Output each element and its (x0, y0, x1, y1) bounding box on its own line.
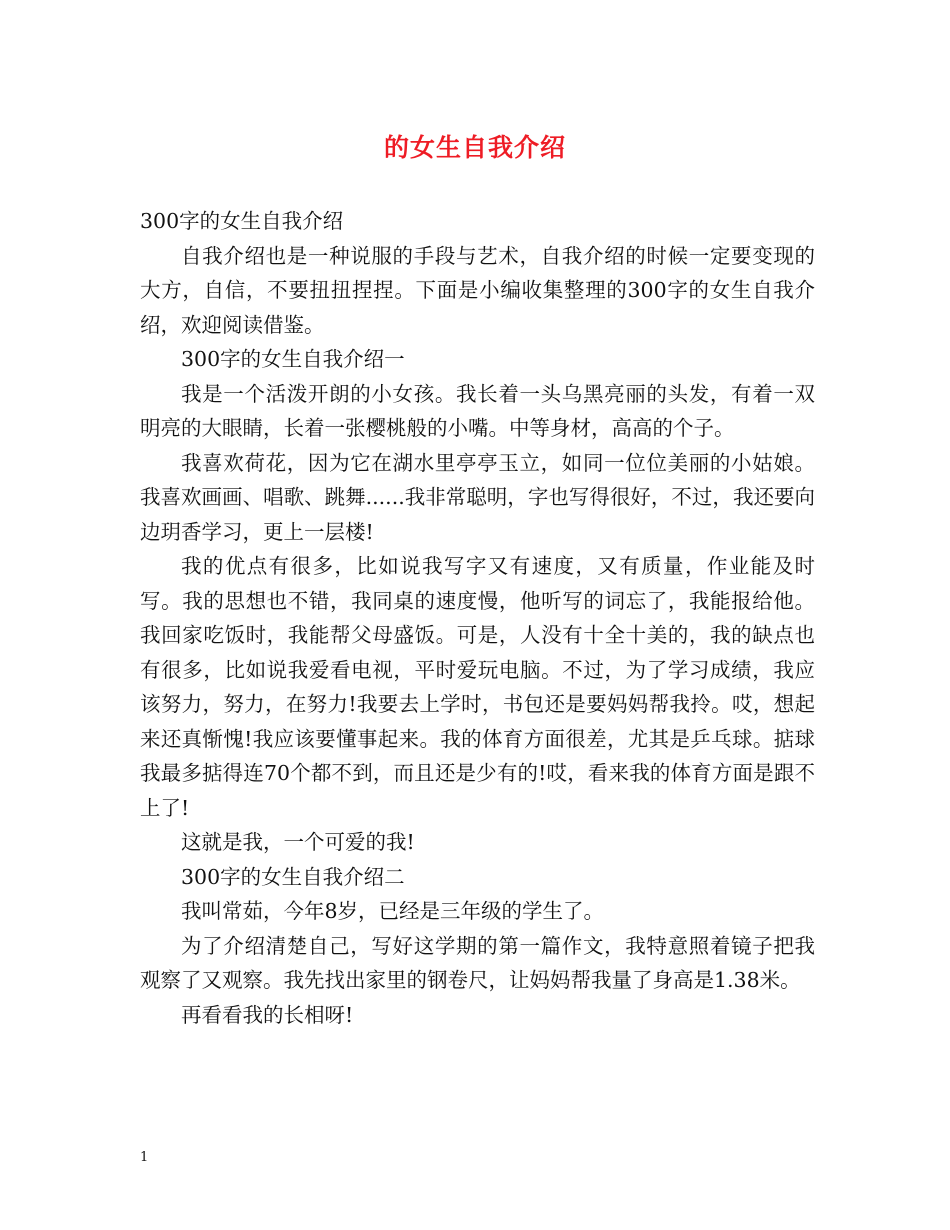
paragraph: 为了介绍清楚自己，写好这学期的第一篇作文，我特意照着镜子把我观察了又观察。我先找出家里的钢卷尺，让妈妈帮我量了身高是1.38米。 (140, 933, 815, 992)
paragraph: 我是一个活泼开朗的小女孩。我长着一头乌黑亮丽的头发，有着一双明亮的大眼睛，长着一张樱桃般的小嘴。中等身材，高高的个子。 (140, 381, 815, 440)
paragraph: 再看看我的长相呀! (181, 1002, 354, 1027)
paragraph: 自我介绍也是一种说服的手段与艺术，自我介绍的时候一定要变现的大方，自信，不要扭扭捏捏。下面是小编收集整理的300字的女生自我介绍，欢迎阅读借鉴。 (140, 243, 815, 337)
paragraph: 我的优点有很多，比如说我写字又有速度，又有质量，作业能及时写。我的思想也不错，我同桌的速度慢，他听写的词忘了，我能报给他。我回家吃饭时，我能帮父母盛饭。可是，人没有十全十美的，我的缺点也有很多，比如说我爱看电视，平时爱玩电脑。不过，为了学习成绩，我应该努力，努力，在努力!我要去上学时，书包还是要妈妈帮我拎。哎，想起来还真惭愧!我应该要懂事起来。我的体育方面很差，尤其是乒乓球。掂球我最多掂得连70个都不到，而且还是少有的!哎，看来我的体育方面是跟不上了! (140, 554, 815, 820)
paragraph: 我喜欢荷花，因为它在湖水里亭亭玉立，如同一位位美丽的小姑娘。我喜欢画画、唱歌、跳舞......我非常聪明，字也写得很好，不过，我还要向边玥香学习，更上一层楼! (140, 450, 815, 544)
page-number: 1 (140, 1150, 149, 1165)
section-heading: 300字的女生自我介绍二 (181, 864, 405, 889)
paragraph: 这就是我，一个可爱的我! (181, 830, 415, 854)
document-title: 的女生自我介绍 (383, 133, 566, 162)
section-heading: 300字的女生自我介绍一 (181, 347, 405, 371)
document-body (140, 204, 815, 1032)
paragraph-heading: 300字的女生自我介绍 (140, 209, 344, 233)
paragraph: 我叫常茹，今年8岁，已经是三年级的学生了。 (181, 899, 605, 923)
